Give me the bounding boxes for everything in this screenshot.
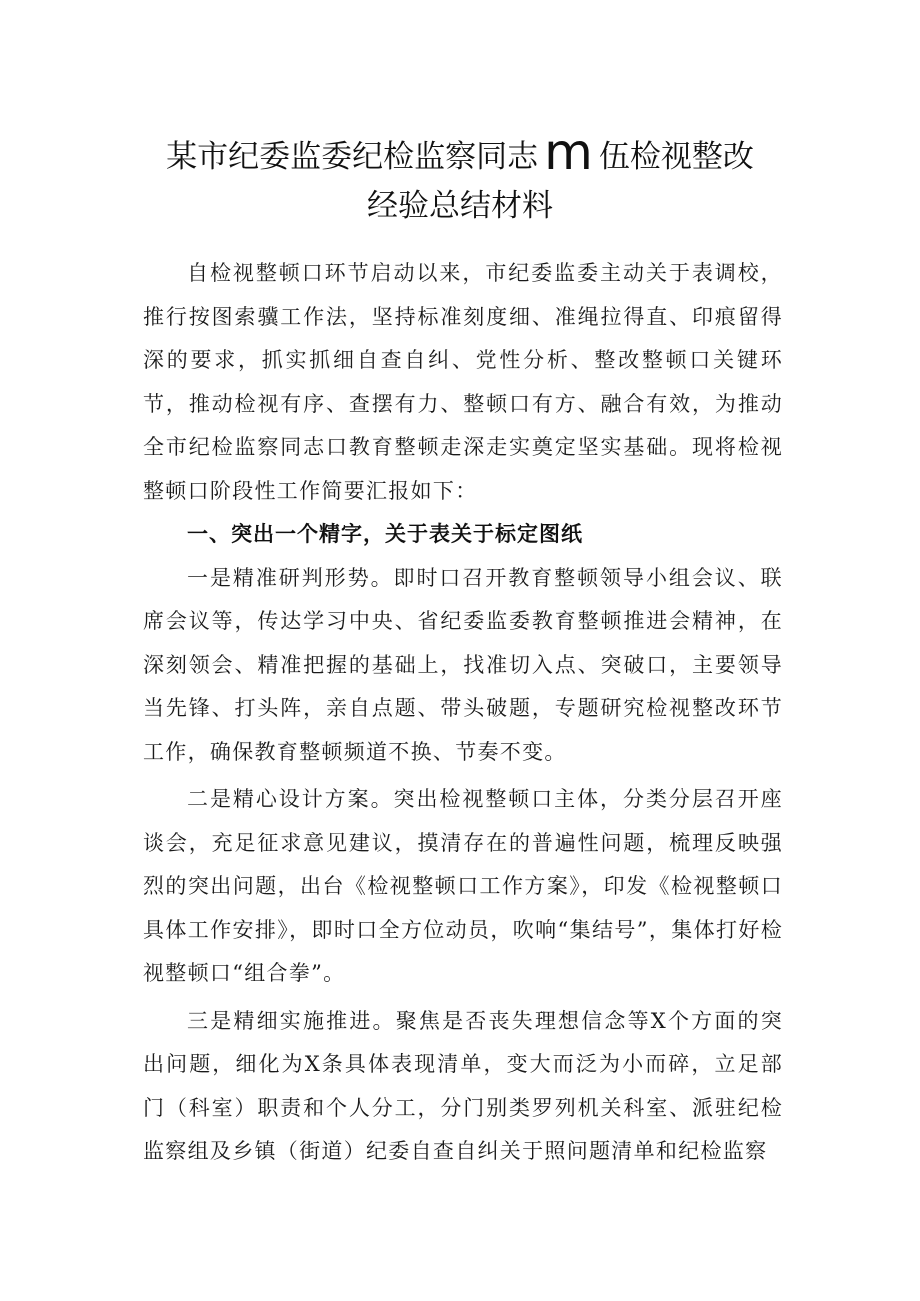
body-paragraph-3: 三是精细实施推进。聚焦是否丧失理想信念等X个方面的突出问题，细化为X条具体表现清单，变大而泛为小而碎，立足部门（科室）职责和个人分工，分门别类罗列机关科室、派驻纪检监察组及乡镇（街道）纪委自查自纠关于照问题清单和纪检监察 [143,1008,783,1163]
document-title-line2: 经验总结材料 [367,188,553,224]
document-body [143,252,783,1174]
intro-paragraph: 自检视整顿口环节启动以来，市纪委监委主动关于表调校，推行按图索骥工作法，坚持标准刻度细、准绳拉得直、印痕留得深的要求，抓实抓细自查自纠、党性分析、整改整顿口关键环节，推动检视有序、查摆有力、整顿口有方、融合有效，为推动全市纪检监察同志口教育整顿走深走实奠定坚实基础。现将检视整顿口阶段性工作简要汇报如下： [143,261,783,503]
body-paragraph-1: 一是精准研判形势。即时口召开教育整顿领导小组会议、联席会议等，传达学习中央、省纪委监委教育整顿推进会精神，在深刻领会、精准把握的基础上，找准切入点、突破口，主要领导当先锋、打头阵，亲自点题、带头破题，专题研究检视整改环节工作，确保教育整顿频道不换、节奏不变。 [143,565,783,764]
section-heading: 一、突出一个精字，关于表关于标定图纸 [187,522,583,546]
body-paragraph-2: 二是精心设计方案。突出检视整顿口主体，分类分层召开座谈会，充足征求意见建议，摸清存在的普遍性问题，梳理反映强烈的突出问题，出台《检视整顿口工作方案》，印发《检视整顿口具体工作安排》，即时口全方位动员，吹响“集结号”，集体打好检视整顿口“组合拳”。 [143,787,783,985]
title-stray-glyph: m [544,123,593,181]
title-text-part1: 某市纪委监委纪检监察同志 [166,139,539,175]
title-text-part2: 伍检视整改 [598,139,754,175]
document-title-line1 [100,123,820,181]
